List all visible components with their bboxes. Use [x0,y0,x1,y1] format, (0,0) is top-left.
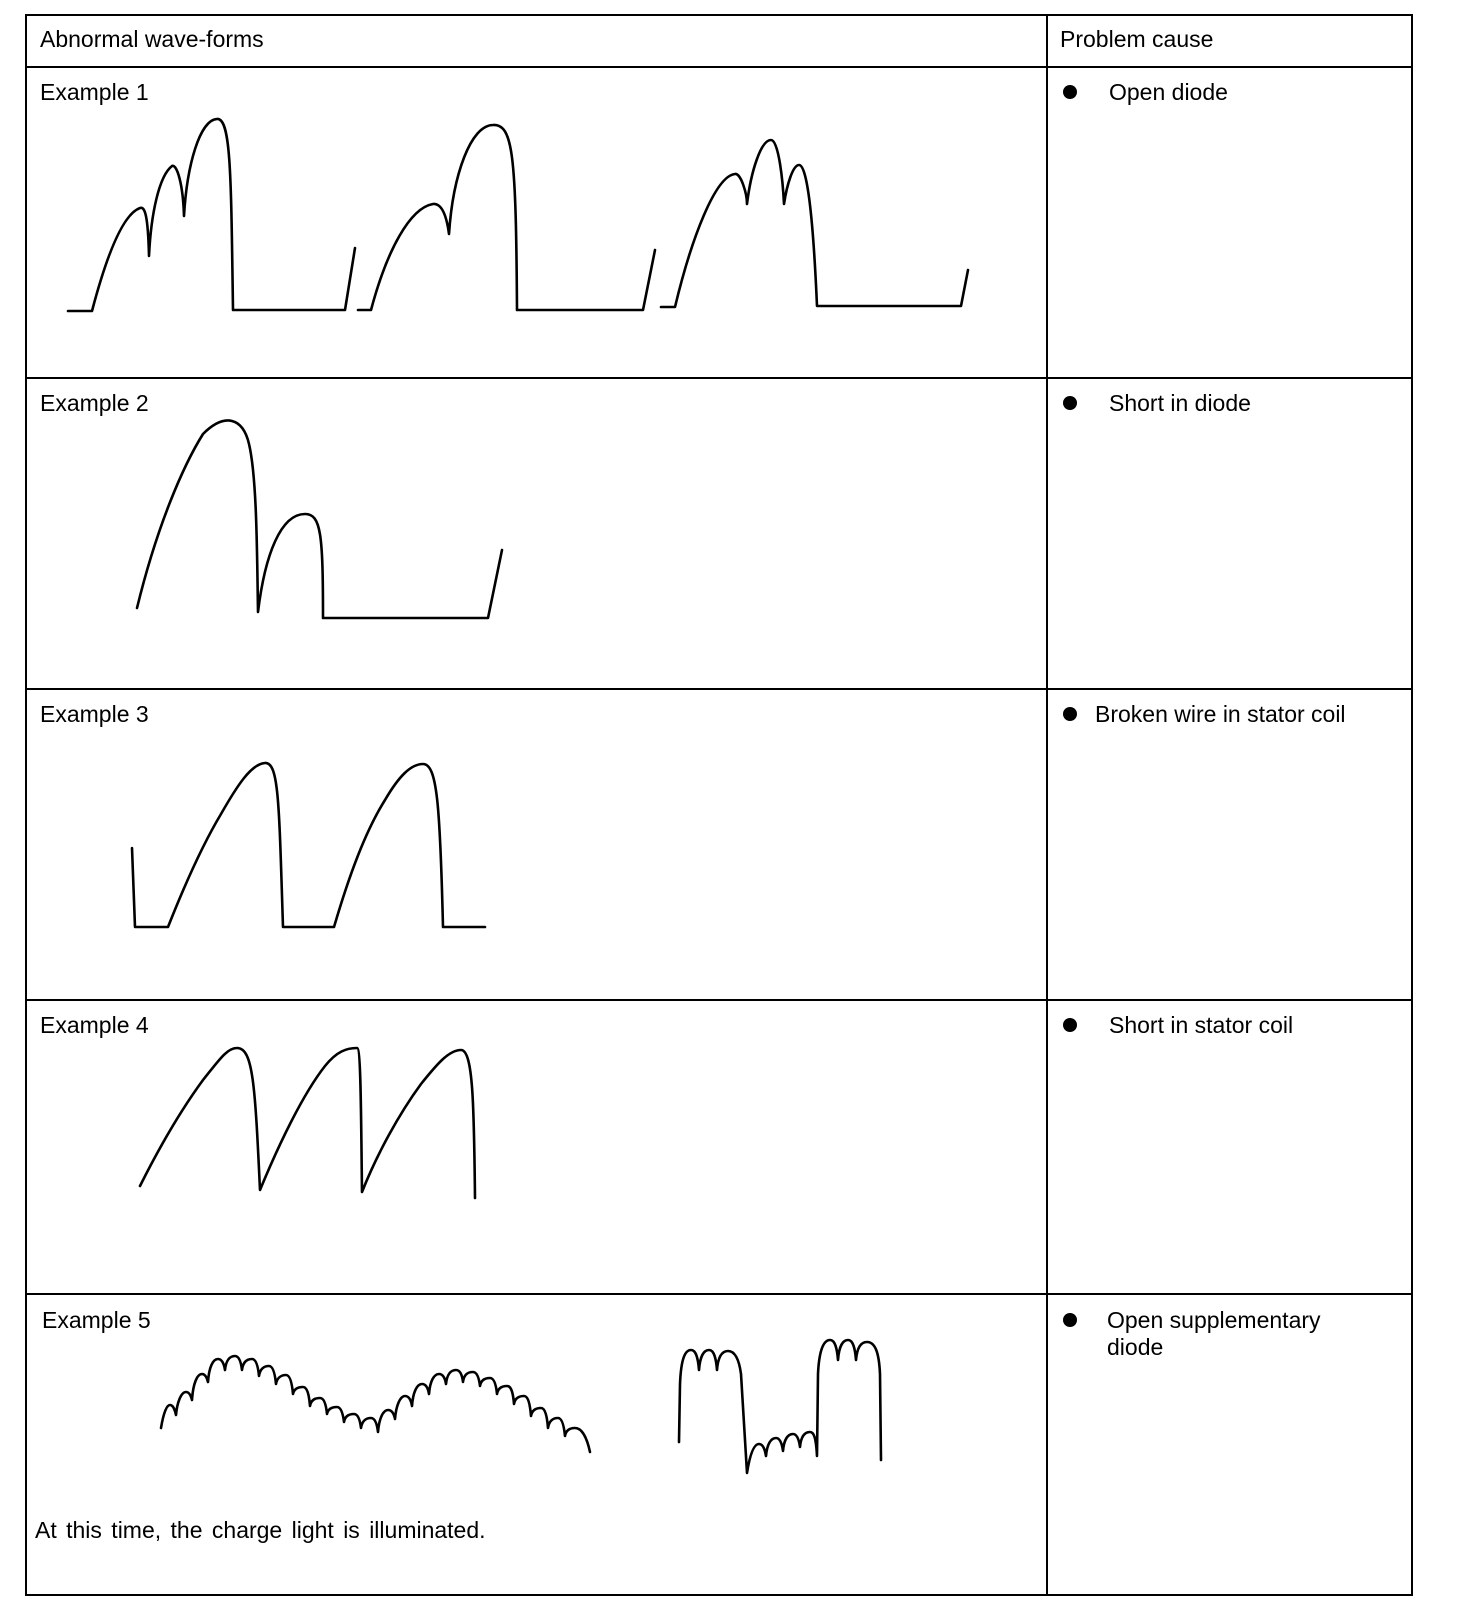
bullet-icon [1063,85,1077,99]
bullet-icon [1063,396,1077,410]
header-waveforms: Abnormal wave-forms [40,26,264,52]
cause-1 [1063,79,1228,106]
example-5-label: Example 5 [42,1307,151,1333]
bullet-icon [1063,707,1077,721]
bullet-icon [1063,1018,1077,1032]
cause-5-text: Open supplementary diode [1107,1307,1321,1360]
example-2-label: Example 2 [40,390,149,416]
example-3-label: Example 3 [40,701,149,727]
example-5-waveform-right [679,1340,881,1473]
cause-4-text: Short in stator coil [1109,1012,1294,1038]
cause-4 [1063,1012,1293,1039]
bullet-icon [1063,1313,1077,1327]
example-1-waveform [68,119,968,311]
waveform-table [25,14,1413,1596]
example-5-waveform-left [161,1356,590,1452]
cause-3-text: Broken wire in stator coil [1095,701,1346,727]
charge-light-note: At this time, the charge light is illuminated. [35,1517,486,1543]
cause-2 [1063,390,1251,417]
header-cause: Problem cause [1060,26,1214,52]
cause-5 [1063,1307,1373,1361]
example-2-waveform [137,421,502,618]
example-1-label: Example 1 [40,79,149,105]
waveform-drawings [25,14,1047,1596]
cause-3 [1063,701,1346,728]
cause-1-text: Open diode [1109,79,1228,105]
example-4-waveform [140,1048,475,1198]
example-3-waveform [132,763,485,927]
cause-2-text: Short in diode [1109,390,1251,416]
example-4-label: Example 4 [40,1012,149,1038]
